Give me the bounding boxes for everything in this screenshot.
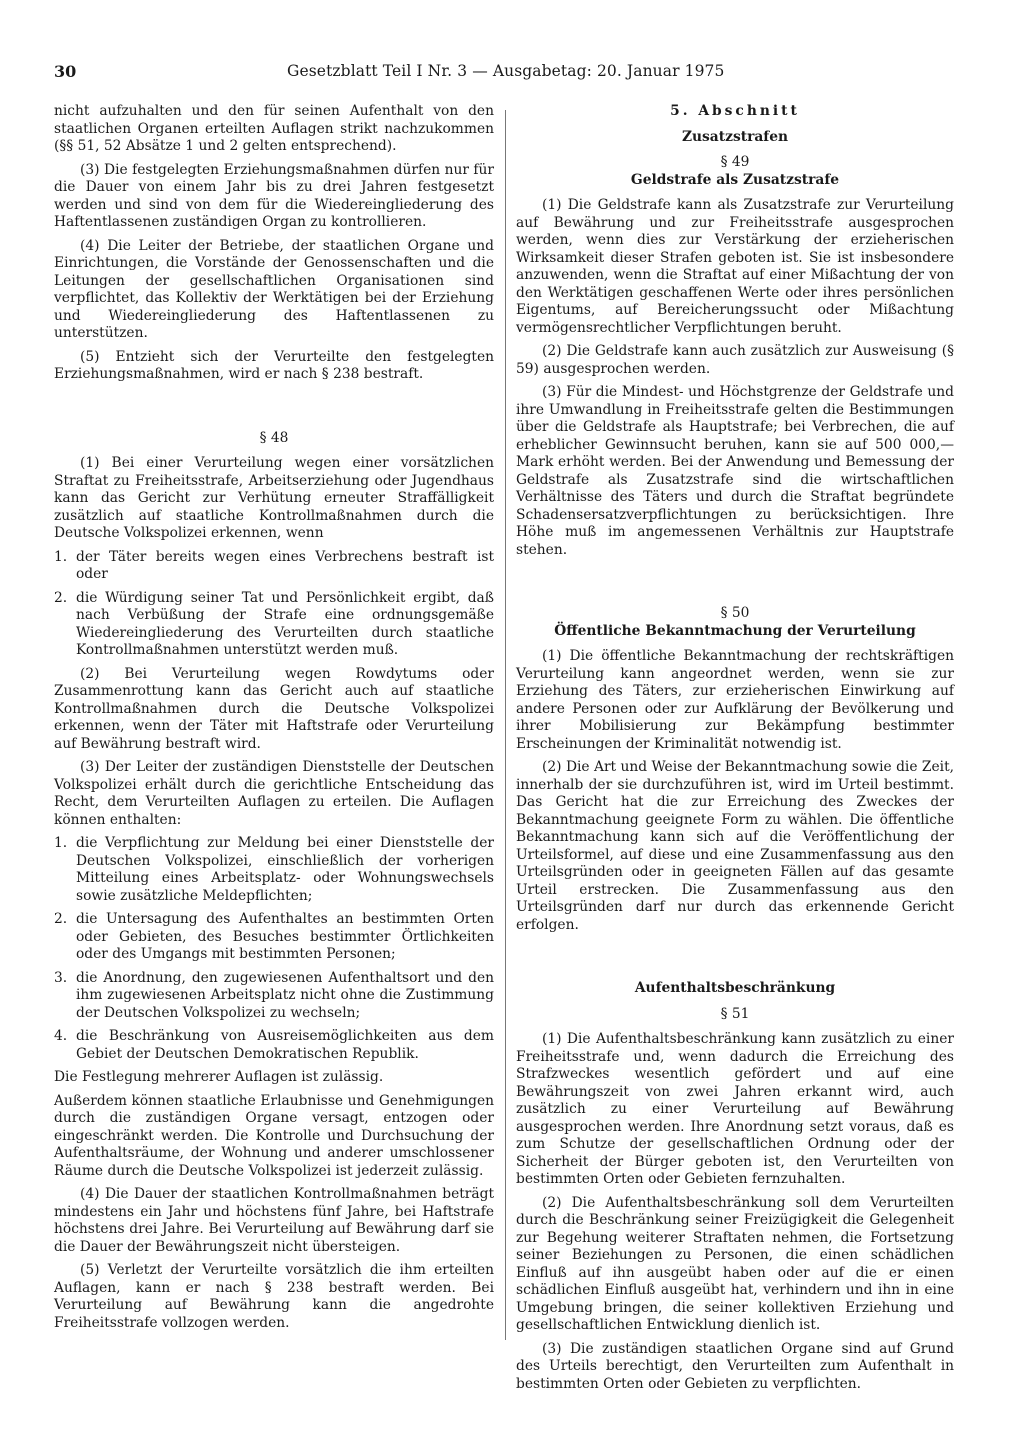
spacer [516, 940, 954, 980]
section-50-title: Öffentliche Bekanntmachung der Verurteilung [554, 622, 916, 639]
list-item-number: 2. [54, 911, 68, 927]
section-50-heading: § 50 [720, 605, 750, 621]
spacer [516, 640, 954, 648]
running-title: Gesetzblatt Teil I Nr. 3 — Ausgabetag: 20. Januar 1975 [287, 62, 725, 80]
list-item-number: 4. [54, 1028, 68, 1044]
spacer [516, 189, 954, 197]
section-51-heading: § 51 [720, 1005, 750, 1022]
s49-paragraph-1: (1) Die Geldstrafe kann als Zusatzstrafe zur Verurteilung auf Bewährung und zur Freiheitsstrafe ausgesprochen werden, wenn dies zur Verstärkung der erzieherischen Wirksamkeit dieser Strafen geboten ist. Sie ist insbesondere anzuwenden, wenn die Straftat auf einer Mißachtung der von den Werktätigen geschaffenen Werte oder ihres persönlichen Eigentums, auf Bereicherungssucht oder Mißachtung vermögensrechtlicher Verpflichtungen beruht. [516, 197, 954, 336]
s48-paragraph-2: (2) Bei Verurteilung wegen Rowdytums oder Zusammenrottung kann das Gericht auch auf staatliche Kontrollmaßnahmen durch die Deutsche Volkspolizei erkennen, wenn der Täter mit Haftstrafe oder Verurteilung auf Bewährung bestraft wird. [54, 665, 494, 752]
list-item-number: 1. [54, 835, 68, 851]
list-item [54, 549, 494, 584]
spacer [516, 998, 954, 1006]
chapter-heading: 5. Abschnitt [670, 103, 800, 119]
list-item-text: die Untersagung des Aufenthaltes an bestimmten Orten oder Gebieten, des Besuches bestimmter Örtlichkeiten oder des Umgangs mit bestimmten Personen; [76, 911, 494, 962]
left-column [54, 103, 494, 1338]
spacer [54, 447, 494, 455]
s48-paragraph-4: (4) Die Dauer der staatlichen Kontrollmaßnahmen beträgt mindestens ein Jahr und höchstens fünf Jahre, bei Haftstrafe höchstens drei Jahre. Bei Verurteilung auf Bewährung darf sie die Dauer der Bewährungszeit nicht übersteigen. [54, 1186, 494, 1255]
s47-paragraph-5: (5) Entzieht sich der Verurteilte den festgelegten Erziehungsmaßnahmen, wird er nach § 238 bestraft. [54, 348, 494, 382]
s48-after-list-2: Außerdem können staatliche Erlaubnisse und Genehmigungen durch die zuständigen Organe versagt, entzogen oder eingeschränkt werden. Die Kontrolle und Durchsuchung der Aufenthaltsräume, der Wohnung und anderer umschlossener Räume durch die Deutsche Volkspolizei ist jederzeit zulässig. [54, 1092, 494, 1179]
spacer [516, 1023, 954, 1031]
s48-paragraph-3: (3) Der Leiter der zuständigen Dienststelle der Deutschen Volkspolizei erhält durch die gerichtliche Entscheidung das Recht, dem Verurteilten Auflagen zu erteilen. Die Auflagen können enthalten: [54, 759, 494, 828]
list-item-number: 3. [54, 969, 68, 986]
list-item [54, 1028, 494, 1063]
column-divider [505, 110, 506, 1340]
list-item [54, 911, 494, 964]
spacer [516, 121, 954, 129]
section-49-heading: § 49 [720, 154, 750, 170]
s48-after-list-1: Die Festlegung mehrerer Auflagen ist zulässig. [54, 1069, 384, 1085]
s51-paragraph-3: (3) Die zuständigen staatlichen Organe sind auf Grund des Urteils berechtigt, den Verurteilten zum Aufenthalt in bestimmten Orten oder Gebieten zu verpflichten. [516, 1340, 954, 1392]
s48-paragraph-5: (5) Verletzt der Verurteilte vorsätzlich die ihm erteilten Auflagen, kann er nach § 238 bestraft werden. Bei Verurteilung auf Bewährung kann die angedrohte Freiheitsstrafe vollzogen werden. [54, 1262, 494, 1331]
spacer [516, 146, 954, 154]
section-51-title: Aufenthaltsbeschränkung [634, 980, 836, 996]
list-item-text: die Würdigung seiner Tat und Persönlichkeit ergibt, daß nach Verbüßung der Strafe eine ordnungsgemäße Wiedereingliederung des Verurteilten durch staatliche Kontrollmaßnahmen unterstützt werden muß. [76, 589, 494, 658]
s51-paragraph-1: (1) Die Aufenthaltsbeschränkung kann zusätzlich zu einer Freiheitsstrafe und, wenn dadurch die Erreichung des Strafzweckes wesentlich gefördert und auf eine Bewährungszeit von zwei Jahren erkannt wird, auch zusätzlich zu einer Verurteilung auf Bewährung ausgesprochen werden. Ihre Anordnung setzt voraus, daß es zum Schutze der gesellschaftlichen Ordnung oder der Sicherheit der Bürger geboten ist, den Verurteilten von bestimmten Orten oder Gebieten fernzuhalten. [516, 1031, 954, 1187]
s47-paragraph-4: (4) Die Leiter der Betriebe, der staatlichen Organe und Einrichtungen, die Vorstände der Genossenschaften und die Leitungen der gesellschaftlichen Organisationen sind verpflichtet, das Kollektiv der Werktätigen bei der Erziehung und Wiedereingliederung des Haftentlassenen zu unterstützen. [54, 237, 494, 341]
s51-paragraph-2: (2) Die Aufenthaltsbeschränkung soll dem Verurteilten durch die Beschränkung seiner Freizügigkeit die Gelegenheit zur Begehung weiterer Straftaten nehmen, die Fortsetzung seiner Beziehungen zu Personen, die einen schädlichen Einfluß auf ihn ausgeübt haben oder auf die er einen schädlichen Einfluß ausgeübt hat, verhindern und ihn in eine Umgebung bringen, die seiner kollektiven Erziehung und gesellschaftlichen Entwicklung dienlich ist. [516, 1194, 954, 1333]
section-49-title: Geldstrafe als Zusatzstrafe [630, 171, 840, 188]
spacer [54, 390, 494, 430]
list-item-number: 1. [54, 548, 68, 565]
s47-paragraph-3: (3) Die festgelegten Erziehungsmaßnahmen dürfen nur für die Dauer von einem Jahr bis zu drei Jahren festgesetzt werden und sind von dem für die Wiedereingliederung des Haftentlassenen zuständigen Organ zu kontrollieren. [54, 161, 494, 230]
spacer [516, 565, 954, 605]
s49-paragraph-2: (2) Die Geldstrafe kann auch zusätzlich zur Ausweisung (§ 59) ausgesprochen werden. [516, 343, 954, 377]
list-item-text: die Anordnung, den zugewiesenen Aufenthaltsort und den ihm zugewiesenen Arbeitsplatz nicht ohne die Zustimmung der Deutschen Volkspolizei zu wechseln; [76, 969, 494, 1021]
list-item-text: die Beschränkung von Ausreisemöglichkeiten aus dem Gebiet der Deutschen Demokratischen Republik. [76, 1028, 494, 1062]
s49-paragraph-3: (3) Für die Mindest- und Höchstgrenze der Geldstrafe und ihre Umwandlung in Freiheitsstrafe gelten die Bestimmungen über die Geldstrafe als Hauptstrafe; bei Verbrechen, die auf erheblicher Gewinnsucht beruhen, kann sie auf 500 000,— Mark erhöht werden. Bei der Anwendung und Bemessung der Geldstrafe als Zusatzstrafe sind die wirtschaftlichen Verhältnisse des Täters und durch die Straftat begründete Schadensersatzverpflichtungen zu berücksichtigen. Ihre Höhe muß im angemessenen Verhältnis zur Hauptstrafe stehen. [516, 384, 954, 558]
s48-paragraph-1: (1) Bei einer Verurteilung wegen einer vorsätzlichen Straftat zu Freiheitsstrafe, Arbeitserziehung oder Jugendhaus kann das Gericht zur Verhütung erneuter Straffälligkeit zusätzlich auf staatliche Kontrollmaßnahmen durch die Deutsche Volkspolizei erkennen, wenn [54, 455, 494, 541]
chapter-title: Zusatzstrafen [681, 128, 789, 145]
list-item [54, 835, 494, 905]
list-item [54, 590, 494, 660]
s50-paragraph-1: (1) Die öffentliche Bekanntmachung der rechtskräftigen Verurteilung kann angeordnet werden, wenn sie zur Erziehung des Täters, zur erzieherischen Einwirkung auf andere Personen oder zur Aufklärung der Bevölkerung und ihrer Mobilisierung zur Bekämpfung bestimmter Erscheinungen der Kriminalität notwendig ist. [516, 648, 954, 752]
list-item-number: 2. [54, 589, 68, 606]
page-number: 30 [54, 62, 77, 81]
page-header [54, 62, 964, 84]
right-column [516, 103, 954, 1399]
paragraph-continued: nicht aufzuhalten und den für seinen Aufenthalt von den staatlichen Organen erteilten Auflagen strikt nachzukommen (§§ 51, 52 Absätze 1 und 2 gelten entsprechend). [54, 103, 494, 154]
s48-list-1 [54, 549, 494, 660]
s50-paragraph-2: (2) Die Art und Weise der Bekanntmachung sowie die Zeit, innerhalb der sie durchzuführen ist, wird im Urteil bestimmt. Das Gericht hat die zur Erreichung des Zweckes der Bekanntmachung geeignete Form zu wählen. Die öffentliche Bekanntmachung kann sich auf die Veröffentlichung der Urteilsformel, auf diese und eine Zusammenfassung aus den Urteilsgründen oder in geeigneten Fällen auf das gesamte Urteil erstrecken. Die Zusammenfassung aus den Urteilsgründen darf nur durch das erkennende Gericht erfolgen. [516, 759, 954, 933]
list-item [54, 970, 494, 1023]
section-48-heading: § 48 [259, 429, 289, 446]
list-item-text: die Verpflichtung zur Meldung bei einer Dienststelle der Deutschen Volkspolizei, einschließlich der vorherigen Mitteilung eines Arbeitsplatz- oder Wohnungswechsels sowie zusätzliche Meldepflichten; [76, 835, 494, 904]
list-item-text: der Täter bereits wegen eines Verbrechens bestraft ist oder [76, 548, 494, 582]
s48-list-2 [54, 835, 494, 1063]
